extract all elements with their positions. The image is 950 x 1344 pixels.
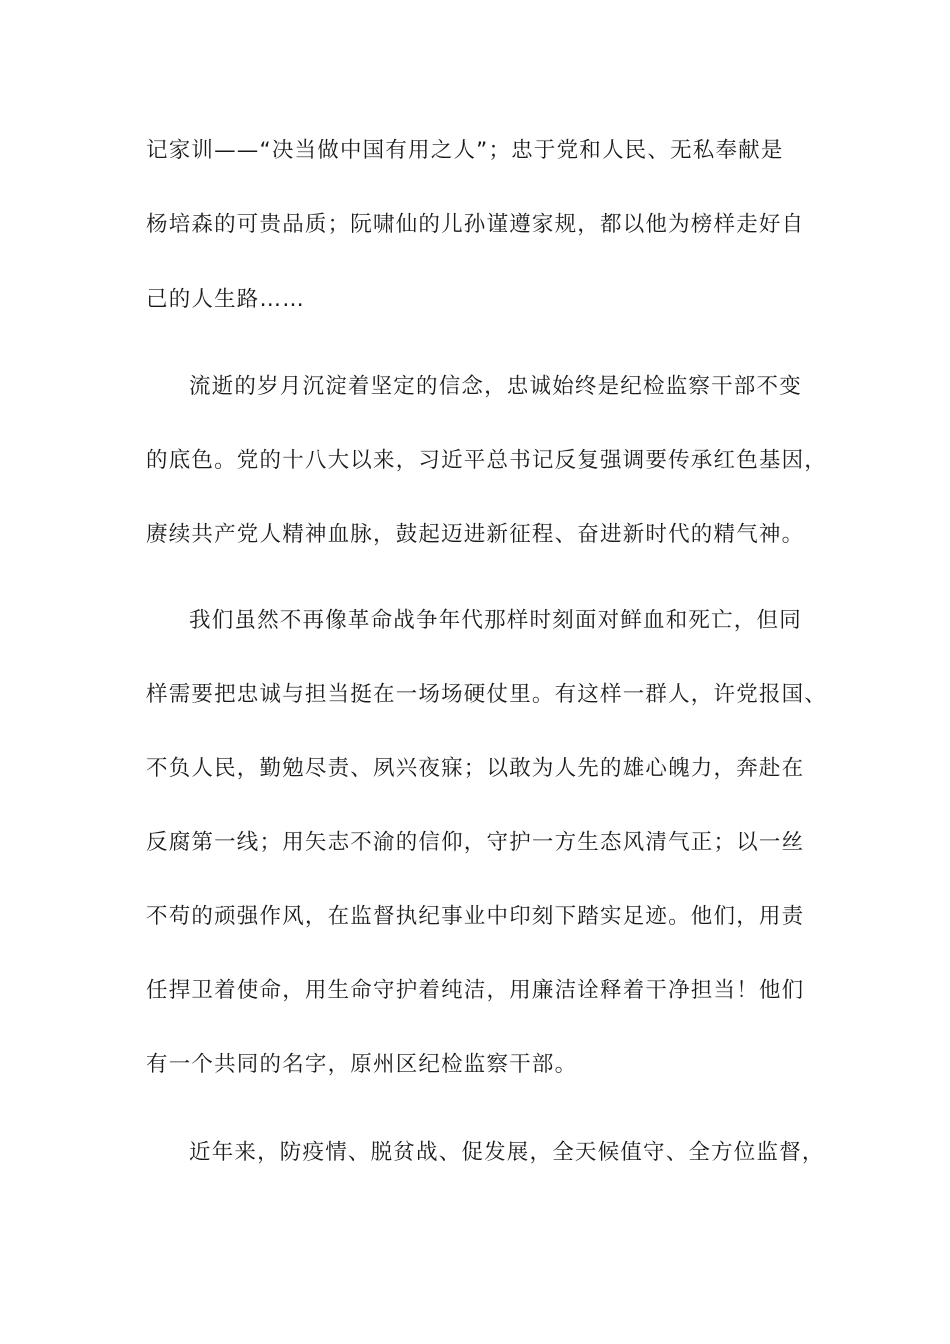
text-line: 己的人生路…… <box>146 287 305 312</box>
text-line: 我们虽然不再像革命战争年代那样时刻面对鲜血和死亡，但同 <box>189 608 802 633</box>
text-line: 赓续共产党人精神血脉，鼓起迈进新征程、奋进新时代的精气神。 <box>146 522 805 547</box>
text-line: 任捍卫着使命，用生命守护着纯洁，用廉洁诠释着干净担当！他们 <box>146 978 805 1003</box>
text-line: 的底色。党的十八大以来，习近平总书记反复强调要传承红色基因， <box>146 448 828 473</box>
text-line: 流逝的岁月沉淀着坚定的信念，忠诚始终是纪检监察干部不变 <box>189 374 802 399</box>
text-line: 反腐第一线；用矢志不渝的信仰，守护一方生态风清气正；以一丝 <box>146 830 805 855</box>
text-line: 杨培森的可贵品质；阮啸仙的儿孙谨遵家规，都以他为榜样走好自 <box>146 212 805 237</box>
text-line: 有一个共同的名字，原州区纪检监察干部。 <box>146 1052 578 1077</box>
text-line: 不负人民，勤勉尽责、夙兴夜寐；以敢为人先的雄心魄力，奔赴在 <box>146 756 805 781</box>
text-line: 记家训——“决当做中国有用之人”；忠于党和人民、无私奉献是 <box>146 138 784 163</box>
text-line: 近年来，防疫情、脱贫战、促发展，全天候值守、全方位监督， <box>189 1140 825 1165</box>
text-line: 样需要把忠诚与担当挺在一场场硬仗里。有这样一群人，许党报国、 <box>146 682 828 707</box>
text-line: 不苟的顽强作风，在监督执纪事业中印刻下踏实足迹。他们，用责 <box>146 904 805 929</box>
